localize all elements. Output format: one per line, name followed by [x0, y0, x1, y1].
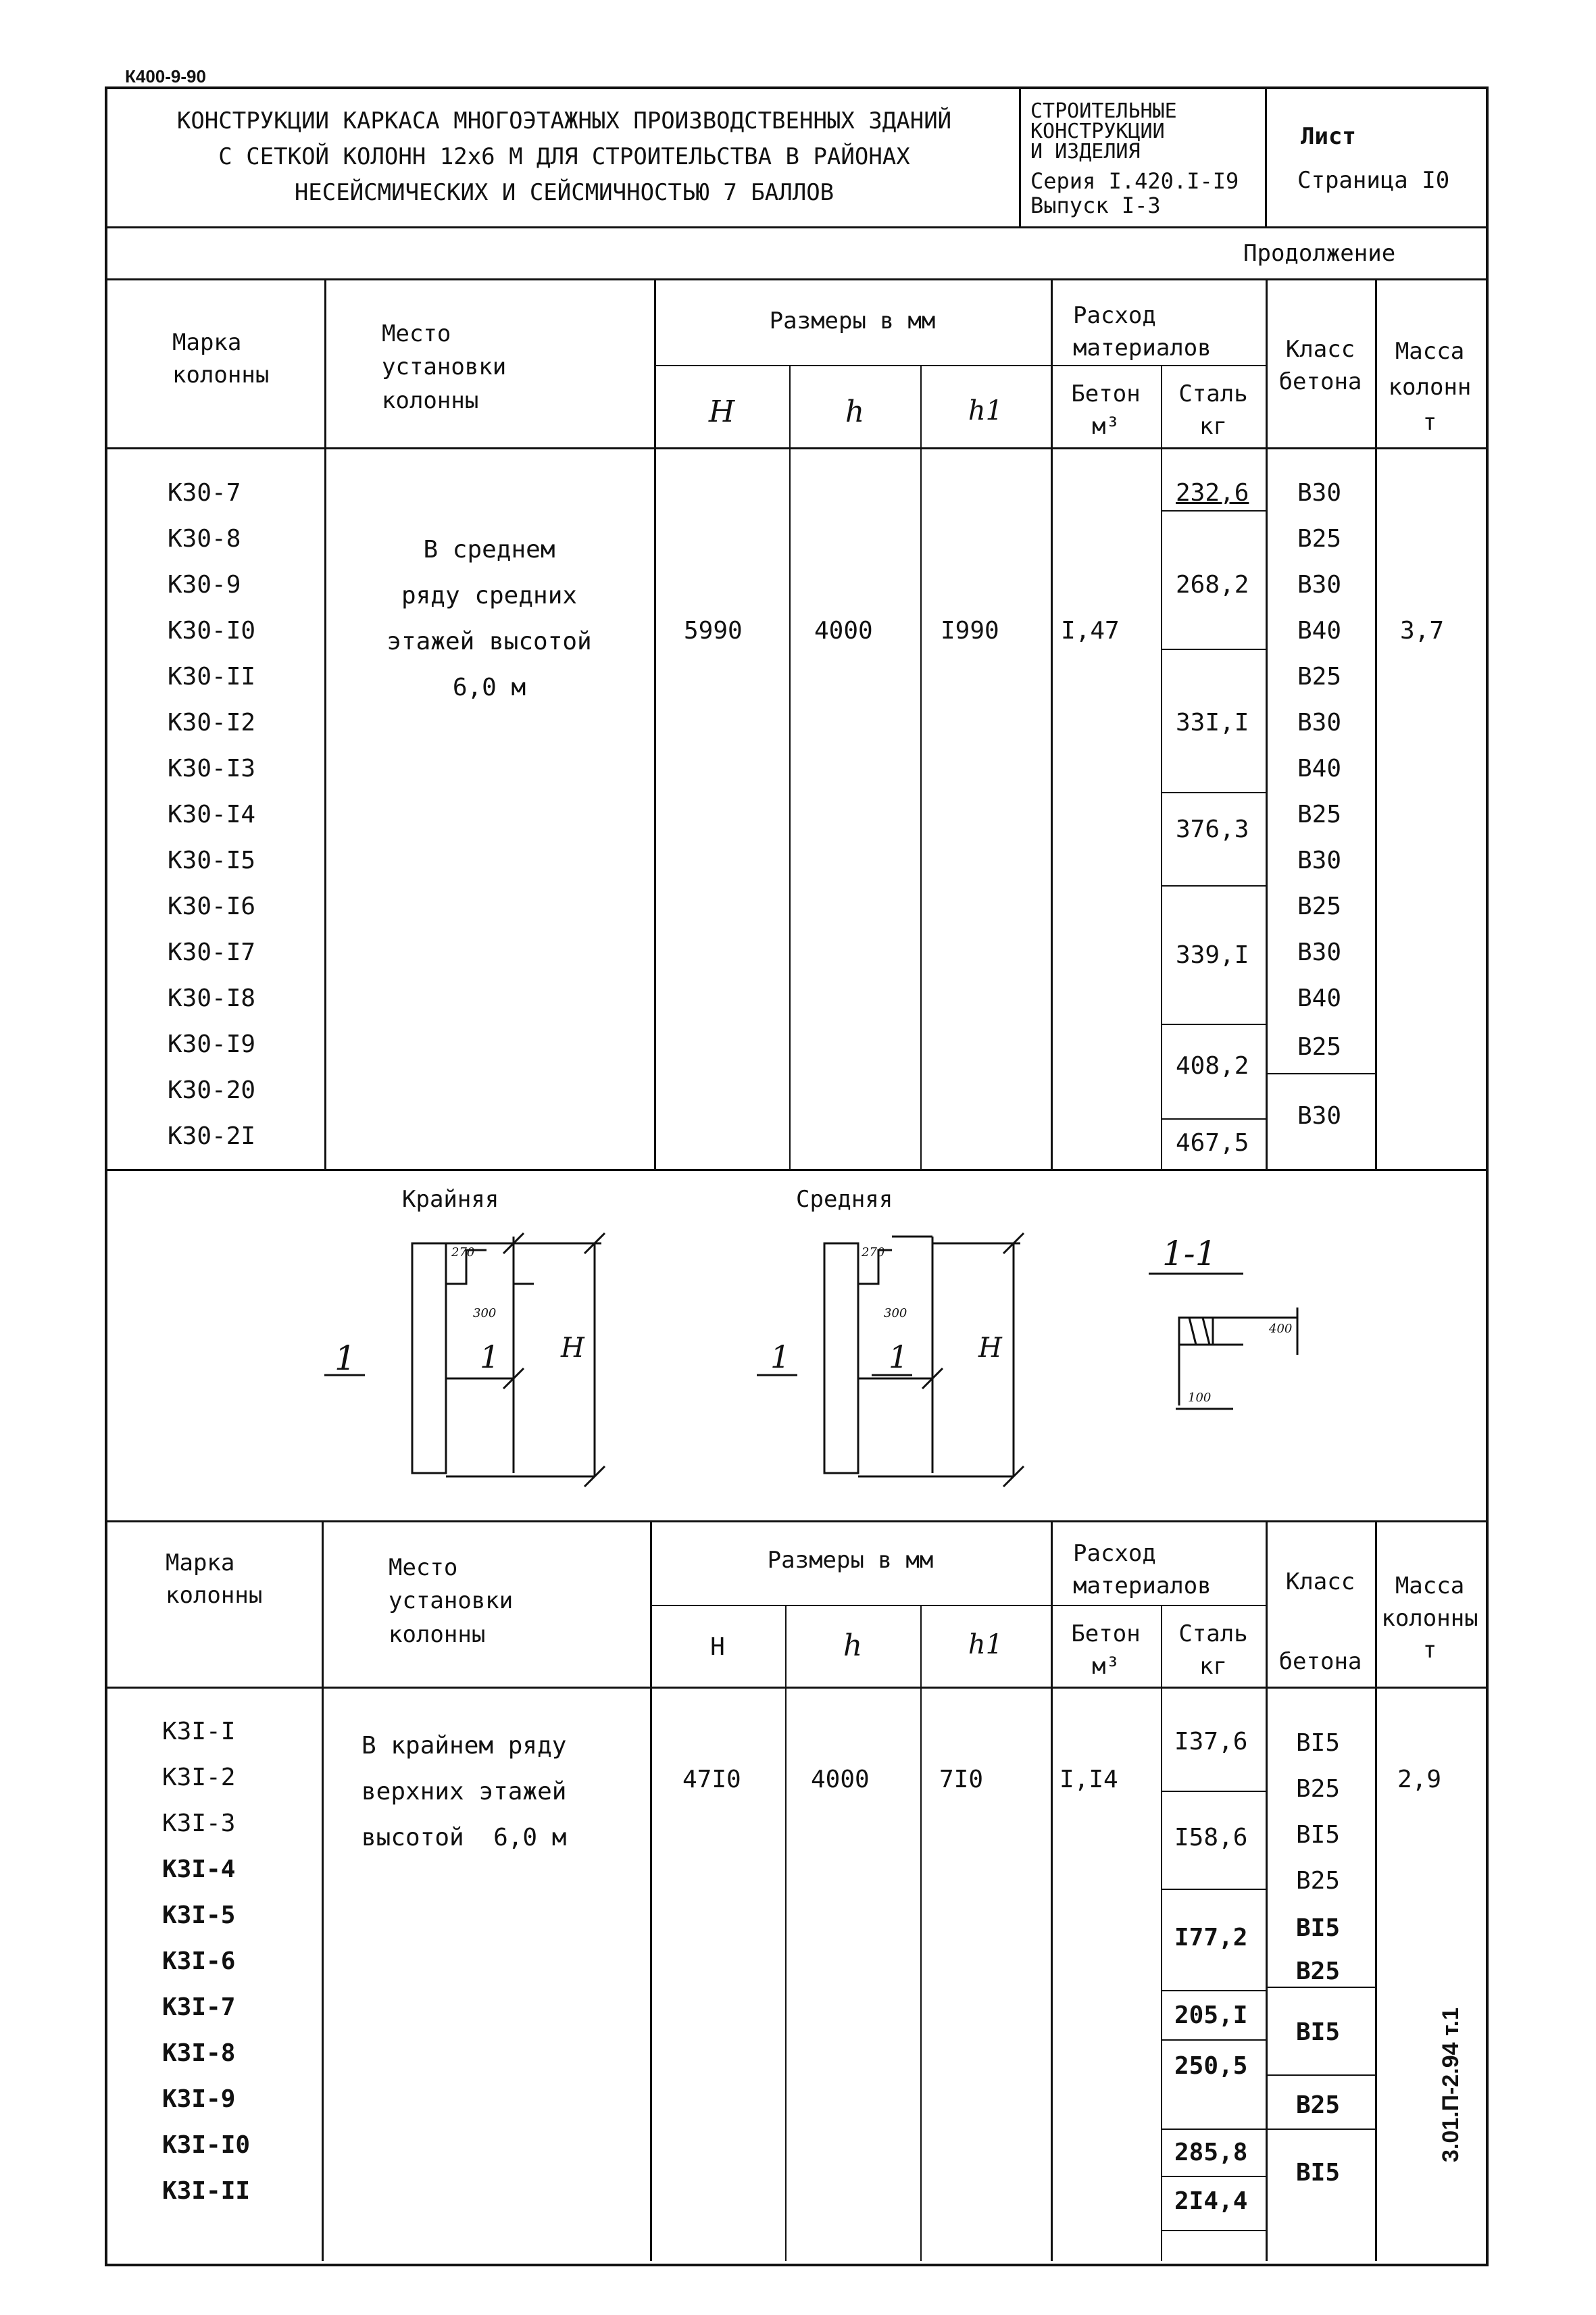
t2-mark: К3I-3 [162, 1810, 236, 1837]
title-line-3: НЕСЕЙСМИЧЕСКИХ И СЕЙСМИЧНОСТЬЮ 7 БАЛЛОВ [294, 179, 834, 206]
t1-mark: К30-I4 [168, 801, 256, 828]
t2-hdr-consumption: Расход материалов [1073, 1540, 1212, 1599]
t2-class: ВI5 [1296, 1729, 1341, 1757]
t2-hdr-class: Класс [1285, 1568, 1355, 1595]
t1-mark: К30-I3 [168, 755, 256, 782]
t1-class: В25 [1297, 1033, 1342, 1061]
t1-h1: I990 [941, 617, 999, 645]
series-line-4: Серия I.420.I-I9 [1030, 168, 1239, 194]
section-title: 1-1 [1162, 1234, 1217, 1273]
t1-mass: 3,7 [1400, 617, 1445, 645]
t2-class: ВI5 [1296, 2018, 1341, 2046]
t2-h: 4000 [811, 1766, 870, 1793]
t2-class: В25 [1296, 1867, 1341, 1895]
sheet-page: Страница I0 [1297, 167, 1450, 194]
t1-class: В25 [1297, 663, 1342, 691]
t2-hdr-mass: Масса колонны т [1381, 1572, 1478, 1664]
t2-hdr-class-2: бетона [1278, 1648, 1362, 1675]
t1-steel: 339,I [1176, 941, 1249, 969]
t1-hdr-h1: h1 [968, 395, 1003, 426]
section-mark-1: 1 [889, 1339, 909, 1375]
t1-mark: К30-I8 [168, 985, 256, 1012]
t1-H: 5990 [684, 617, 743, 645]
t1-steel: 33I,I [1176, 709, 1249, 737]
t1-mark: К30-I0 [168, 617, 256, 645]
t2-mark: К3I-I0 [162, 2131, 251, 2159]
t2-class: ВI5 [1296, 2159, 1341, 2187]
t1-class: В40 [1297, 755, 1342, 782]
t2-hdr-sizes: Размеры в мм [767, 1547, 934, 1574]
t2-mark: К3I-4 [162, 1856, 236, 1883]
t1-class: В25 [1297, 801, 1342, 828]
t1-steel: 268,2 [1176, 571, 1249, 599]
t1-mark: К30-I5 [168, 847, 256, 874]
series-line-2: КОНСТРУКЦИИ [1030, 120, 1165, 143]
t1-mark: К30-II [168, 663, 256, 691]
drawing-label-extreme: Крайняя [402, 1186, 499, 1213]
dim-label: 270 [451, 1245, 475, 1260]
t1-steel: 467,5 [1176, 1129, 1249, 1157]
dim-label: 270 [862, 1245, 885, 1260]
t2-hdr-h1: h1 [968, 1629, 1003, 1660]
t2-hdr-concrete: Бетон м³ [1071, 1620, 1141, 1680]
t1-mark: К30-I2 [168, 709, 256, 737]
section-mark-1: 1 [334, 1339, 356, 1378]
doc-code: К400-9-90 [125, 66, 206, 86]
t1-place: В среднем ряду средних этажей высотой 6,0 м [386, 536, 592, 702]
t1-mark: К30-20 [168, 1076, 256, 1104]
t2-steel: I77,2 [1174, 1924, 1248, 1951]
t2-class: В25 [1296, 2091, 1341, 2119]
t2-concrete: I,I4 [1059, 1766, 1118, 1793]
t2-class: ВI5 [1296, 1821, 1341, 1849]
t1-steel: 232,6 [1176, 479, 1249, 507]
t1-mark: К30-I7 [168, 939, 256, 966]
t2-mark: К3I-II [162, 2177, 251, 2205]
t1-hdr-consumption: Расход материалов [1073, 302, 1212, 362]
dim-label: 400 [1269, 1322, 1293, 1336]
t1-class: В30 [1297, 709, 1342, 737]
t2-mark: К3I-7 [162, 1993, 236, 2021]
t1-hdr-H: H [708, 395, 735, 429]
t2-hdr-place: Место установки колонны [389, 1554, 514, 1648]
t1-h: 4000 [814, 617, 873, 645]
t2-mark: К3I-I [162, 1718, 236, 1745]
t1-class: В40 [1297, 985, 1342, 1012]
t2-mark: К3I-2 [162, 1764, 236, 1791]
t1-hdr-class: Класс бетона [1278, 336, 1362, 395]
dim-label: 300 [884, 1306, 907, 1320]
t1-hdr-mark: Марка колонны [172, 329, 270, 389]
t1-mark: К30-9 [168, 571, 241, 599]
t2-steel: 2I4,4 [1174, 2187, 1248, 2215]
t1-hdr-steel: Сталь кг [1178, 380, 1248, 440]
t1-concrete: I,47 [1061, 617, 1120, 645]
t2-mark: К3I-9 [162, 2085, 236, 2113]
t1-class: В30 [1297, 847, 1342, 874]
t1-class: В30 [1297, 571, 1342, 599]
t1-mark: К30-I6 [168, 893, 256, 920]
t2-steel: 205,I [1174, 2001, 1248, 2029]
t1-hdr-place: Место установки колонны [382, 320, 507, 414]
t1-hdr-mass: Масса колонн т [1388, 338, 1472, 437]
dim-label-H: H [978, 1333, 1002, 1364]
t2-hdr-mark: Марка колонны [166, 1549, 263, 1609]
continuation-label: Продолжение [1243, 240, 1396, 267]
t2-mark: К3I-6 [162, 1947, 236, 1975]
t2-H: 47I0 [682, 1766, 741, 1793]
drawing-label-middle: Средняя [796, 1186, 893, 1213]
title-line-2: С СЕТКОЙ КОЛОНН 12х6 М ДЛЯ СТРОИТЕЛЬСТВА В РАЙОНАХ [218, 143, 910, 170]
t2-hdr-h: h [843, 1628, 863, 1663]
section-mark-1: 1 [480, 1339, 500, 1375]
t1-class: В40 [1297, 617, 1342, 645]
t2-mass: 2,9 [1397, 1766, 1442, 1793]
series-line-1: СТРОИТЕЛЬНЫЕ [1030, 99, 1177, 123]
t1-class: В25 [1297, 525, 1342, 553]
t1-mark: К30-8 [168, 525, 241, 553]
t2-steel: 250,5 [1174, 2052, 1248, 2080]
t2-h1: 7I0 [939, 1766, 984, 1793]
t2-class: В25 [1296, 1775, 1341, 1803]
dim-label: 100 [1188, 1391, 1212, 1405]
t2-hdr-steel: Сталь кг [1178, 1620, 1248, 1680]
series-line-3: И ИЗДЕЛИЯ [1030, 140, 1141, 164]
t1-hdr-sizes: Размеры в мм [769, 307, 936, 334]
t1-mark: К30-2I [168, 1122, 256, 1150]
side-code: 3.01.П-2.94 т.1 [1438, 2007, 1464, 2162]
t1-mark: К30-7 [168, 479, 241, 507]
t1-class: В30 [1297, 479, 1342, 507]
dim-label: 300 [473, 1306, 497, 1320]
t1-steel: 376,3 [1176, 816, 1249, 843]
t2-place: В крайнем ряду верхних этажей высотой 6,0 м [361, 1732, 567, 1852]
t1-class: В30 [1297, 1102, 1342, 1130]
t2-class: ВI5 [1296, 1914, 1341, 1942]
t2-mark: К3I-8 [162, 2039, 236, 2067]
t2-class: В25 [1296, 1958, 1341, 1985]
t1-hdr-h: h [845, 395, 865, 429]
t2-steel: I58,6 [1174, 1824, 1248, 1851]
series-line-5: Выпуск I-3 [1030, 193, 1161, 218]
t1-mark: К30-I9 [168, 1030, 256, 1058]
t2-steel: 285,8 [1174, 2139, 1248, 2166]
t2-steel: I37,6 [1174, 1728, 1248, 1756]
sheet-label: Лист [1301, 123, 1356, 150]
t1-steel: 408,2 [1176, 1052, 1249, 1080]
dim-label-H: H [561, 1333, 584, 1364]
t2-hdr-H: H [710, 1633, 725, 1661]
t2-mark: К3I-5 [162, 1901, 236, 1929]
t1-class: В25 [1297, 893, 1342, 920]
t1-class: В30 [1297, 939, 1342, 966]
section-mark-1: 1 [770, 1339, 791, 1375]
t1-hdr-concrete: Бетон м³ [1071, 380, 1141, 440]
title-line-1: КОНСТРУКЦИИ КАРКАСА МНОГОЭТАЖНЫХ ПРОИЗВОДСТВЕННЫХ ЗДАНИЙ [176, 107, 952, 134]
